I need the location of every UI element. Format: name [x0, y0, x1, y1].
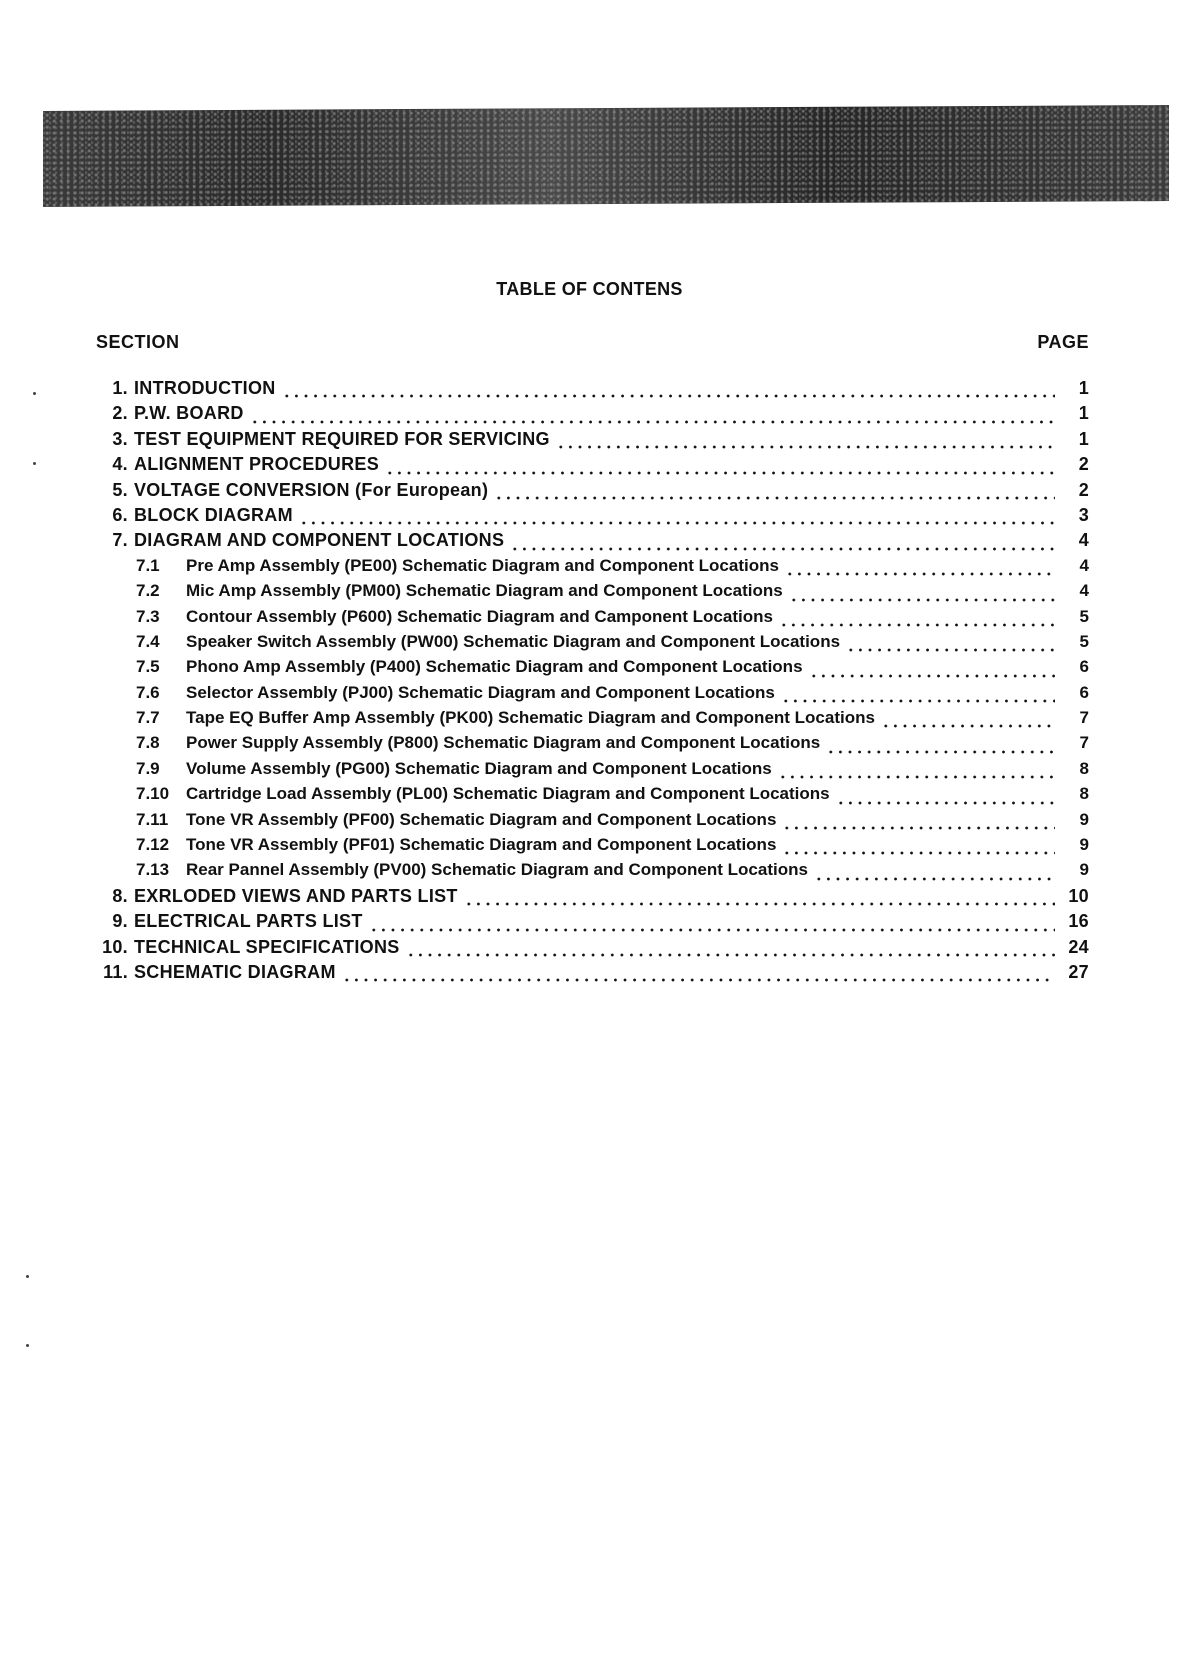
toc-entry-page: 1: [1078, 403, 1089, 424]
toc-entry-page: 2: [1078, 454, 1089, 475]
toc-entry-number: 7.10: [136, 784, 170, 804]
dot-leader: [826, 750, 1055, 754]
dot-leader: [406, 953, 1055, 957]
toc-entry: [96, 556, 1089, 581]
dot-leader: [494, 496, 1055, 500]
dot-leader: [282, 394, 1055, 398]
table-of-contents: [96, 378, 1089, 987]
section-column-header: SECTION: [96, 332, 180, 352]
dot-leader: [782, 826, 1055, 830]
toc-entry-page: 4: [1079, 555, 1089, 575]
toc-entry: [96, 429, 1089, 454]
toc-entry-page: 9: [1079, 809, 1089, 829]
toc-entry-label: SCHEMATIC DIAGRAM: [134, 961, 336, 982]
page-column-header: PAGE: [1037, 332, 1089, 352]
toc-entry-page: 2: [1078, 479, 1089, 500]
toc-entry-number: 2.: [112, 403, 128, 424]
toc-entry-number: 5.: [112, 479, 128, 500]
dot-leader: [369, 928, 1055, 932]
toc-entry-page: 5: [1079, 631, 1089, 651]
toc-entry: [96, 632, 1089, 657]
dot-leader: [779, 623, 1055, 627]
toc-entry-label: Cartridge Load Assembly (PL00) Schematic Diagram and Component Locations: [186, 784, 830, 804]
toc-entry: [96, 860, 1089, 885]
toc-entry: [96, 937, 1089, 962]
toc-entry-number: 10.: [102, 936, 128, 957]
header-band: [43, 105, 1169, 207]
toc-entry: [96, 403, 1089, 428]
dot-leader: [510, 547, 1055, 551]
toc-entry: [96, 480, 1089, 505]
toc-entry-label: Contour Assembly (P600) Schematic Diagram and Camponent Locations: [186, 606, 773, 626]
toc-entry-label: Tone VR Assembly (PF01) Schematic Diagram and Component Locations: [186, 835, 777, 855]
toc-entry-page: 6: [1079, 682, 1089, 702]
dot-leader: [556, 445, 1055, 449]
toc-entry: [96, 886, 1089, 911]
toc-entry-number: 7.5: [136, 657, 160, 677]
toc-entry: [96, 784, 1089, 809]
toc-entry-number: 7.: [112, 530, 128, 551]
scan-speck: [26, 1344, 29, 1347]
dot-leader: [846, 648, 1055, 652]
page-title: TABLE OF CONTENS: [496, 279, 683, 299]
toc-entry-number: 1.: [112, 378, 128, 398]
dot-leader: [836, 801, 1055, 805]
toc-entry-page: 16: [1068, 911, 1089, 932]
toc-entry-page: 9: [1079, 860, 1089, 880]
toc-entry-label: Tape EQ Buffer Amp Assembly (PK00) Schematic Diagram and Component Locations: [186, 708, 875, 728]
toc-entry-number: 7.6: [136, 682, 160, 702]
toc-entry: [96, 835, 1089, 860]
toc-entry-label: P.W. BOARD: [134, 403, 244, 424]
toc-entry-label: VOLTAGE CONVERSION (For European): [134, 479, 489, 500]
scan-speck: [33, 462, 36, 465]
toc-entry-number: 7.3: [136, 606, 160, 626]
toc-entry: [96, 708, 1089, 733]
toc-entry-number: 7.11: [136, 809, 169, 829]
toc-entry-number: 9.: [112, 911, 128, 932]
toc-entry-page: 4: [1079, 581, 1089, 601]
dot-leader: [778, 775, 1055, 779]
dot-leader: [342, 978, 1055, 982]
toc-entry-label: TEST EQUIPMENT REQUIRED FOR SERVICING: [134, 428, 550, 449]
toc-entry-number: 6.: [112, 504, 128, 525]
toc-entry-label: Power Supply Assembly (P800) Schematic Diagram and Component Locations: [186, 733, 821, 753]
toc-entry: [96, 911, 1089, 936]
toc-entry-label: Phono Amp Assembly (P400) Schematic Diagram and Component Locations: [186, 657, 803, 677]
toc-entry-label: Selector Assembly (PJ00) Schematic Diagram and Component Locations: [186, 682, 775, 702]
toc-entry-label: Tone VR Assembly (PF00) Schematic Diagram and Component Locations: [186, 809, 777, 829]
toc-entry-number: 4.: [112, 454, 128, 475]
toc-entry-page: 3: [1078, 504, 1089, 525]
toc-entry: [96, 378, 1089, 403]
dot-leader: [299, 521, 1055, 525]
dot-leader: [781, 699, 1055, 703]
toc-entry-page: 27: [1068, 961, 1089, 982]
toc-entry-page: 8: [1079, 758, 1089, 778]
toc-entry-page: 4: [1078, 530, 1089, 551]
scan-speck: [33, 392, 36, 395]
toc-entry-label: TECHNICAL SPECIFICATIONS: [134, 936, 400, 957]
toc-entry-number: 11.: [103, 961, 128, 982]
toc-entry-label: Rear Pannel Assembly (PV00) Schematic Diagram and Component Locations: [186, 860, 808, 880]
toc-entry-label: Mic Amp Assembly (PM00) Schematic Diagram and Component Locations: [186, 581, 783, 601]
toc-entry-number: 7.13: [136, 860, 170, 880]
toc-entry-label: ALIGNMENT PROCEDURES: [134, 454, 380, 475]
dot-leader: [785, 572, 1055, 576]
dot-leader: [782, 851, 1055, 855]
toc-entry-number: 7.8: [136, 733, 160, 753]
toc-entry-number: 3.: [112, 428, 128, 449]
toc-entry-label: BLOCK DIAGRAM: [134, 504, 293, 525]
toc-entry-number: 7.1: [136, 555, 160, 575]
dot-leader: [809, 674, 1055, 678]
scan-speck: [26, 1275, 29, 1278]
toc-entry-page: 9: [1079, 835, 1089, 855]
toc-entry-page: 1: [1078, 428, 1089, 449]
toc-entry-label: DIAGRAM AND COMPONENT LOCATIONS: [134, 530, 505, 551]
toc-entry: [96, 733, 1089, 758]
toc-entry-page: 6: [1079, 657, 1089, 677]
toc-entry-page: 5: [1079, 606, 1089, 626]
dot-leader: [464, 902, 1055, 906]
toc-entry: [96, 759, 1089, 784]
toc-entry-label: Volume Assembly (PG00) Schematic Diagram and Component Locations: [186, 758, 772, 778]
toc-entry-page: 7: [1079, 708, 1089, 728]
toc-entry: [96, 810, 1089, 835]
dot-leader: [250, 420, 1055, 424]
toc-entry-page: 1: [1078, 378, 1089, 398]
toc-entry: [96, 530, 1089, 555]
toc-entry-page: 8: [1079, 784, 1089, 804]
toc-entry-label: EXRLODED VIEWS AND PARTS LIST: [134, 885, 458, 906]
toc-entry: [96, 505, 1089, 530]
dot-leader: [814, 877, 1055, 881]
toc-entry: [96, 683, 1089, 708]
toc-entry-label: Pre Amp Assembly (PE00) Schematic Diagram and Component Locations: [186, 555, 779, 575]
dot-leader: [789, 598, 1055, 602]
toc-entry-page: 24: [1068, 936, 1089, 957]
toc-entry-number: 7.12: [136, 835, 170, 855]
toc-entry-page: 10: [1068, 885, 1089, 906]
toc-entry-number: 7.2: [136, 581, 160, 601]
toc-entry-label: ELECTRICAL PARTS LIST: [134, 911, 363, 932]
toc-entry: [96, 962, 1089, 987]
toc-entry: [96, 657, 1089, 682]
toc-entry-label: INTRODUCTION: [134, 378, 276, 398]
toc-entry-number: 7.7: [136, 708, 160, 728]
toc-entry-number: 7.9: [136, 758, 160, 778]
dot-leader: [881, 724, 1055, 728]
toc-entry-number: 8.: [112, 885, 128, 906]
toc-entry-page: 7: [1079, 733, 1089, 753]
toc-entry-number: 7.4: [136, 631, 160, 651]
toc-entry: [96, 454, 1089, 479]
toc-entry: [96, 581, 1089, 606]
toc-entry: [96, 607, 1089, 632]
toc-entry-label: Speaker Switch Assembly (PW00) Schematic Diagram and Component Locations: [186, 631, 841, 651]
dot-leader: [385, 471, 1055, 475]
